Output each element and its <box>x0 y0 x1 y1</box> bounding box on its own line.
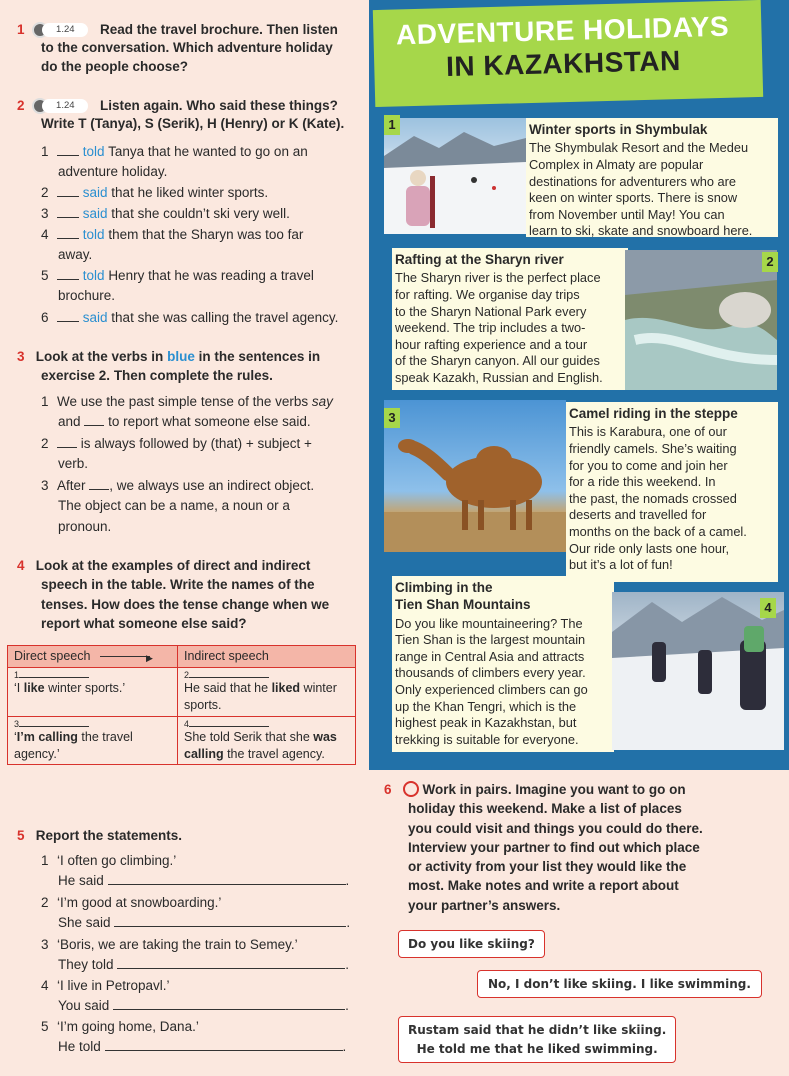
answer-blank[interactable] <box>84 425 104 426</box>
ex2-item-6: 6 said that she was calling the travel agency. <box>41 310 339 325</box>
table-cell: 3 ‘I’m calling the travel agency.’ <box>8 716 178 765</box>
ex2-item-4: 4 told them that the Sharyn was too far away. <box>41 227 304 263</box>
table-header-direct: Direct speech ▶ <box>8 646 178 668</box>
section-winter-sports: Winter sports in Shymbulak The Shymbulak Resort and the Medeu Complex in Almaty are popular destinations for adventurers who are keen on winter sports. There is snow from November until May! You can learn to ski, skate and snowboard here. <box>526 118 778 237</box>
ex5-item-2: 2 ‘I’m good at snowboarding.’ She said . <box>41 895 351 931</box>
section-camel-riding: Camel riding in the steppe This is Karabura, one of our friendly camels. She’s waiting for you to come and join her for a ride this weekend. In the past, the nomads crossed deserts and travelled for months on the back of a camel. Our ride only lasts one hour, but it’s a lot of fun! <box>566 402 778 582</box>
rule-2: 2 is always followed by (that) + subject + verb. <box>41 436 312 472</box>
answer-blank[interactable] <box>57 447 77 448</box>
exercise-6: 6 Work in pairs. Imagine you want to go on holiday this weekend. Make a list of places you could visit and things you could do there. Interview your partner to find out which place or activity from your list they would like the most. Make notes and write a report about your partner’s answers. <box>384 782 703 913</box>
mountain-climbers-photo <box>612 592 784 750</box>
exercise-number: 1 <box>17 22 25 37</box>
speech-bubble-answer: No, I don’t like skiing. I like swimming. <box>477 970 762 998</box>
tense-blank[interactable] <box>189 726 269 727</box>
exercise-2: 2 1.24 Listen again. Who said these things? Write T (Tanya), S (Serik), H (Henry) or K (Kate). <box>17 98 345 132</box>
section-rafting: Rafting at the Sharyn river The Sharyn river is the perfect place for rafting. We organise day trips to the Sharyn National Park every weekend. The trip includes a two- hour rafting experience and a tour of the Sharyn canyon. All our guides speak Kazakh, Russian and English. <box>392 248 628 390</box>
exercise-number: 2 <box>17 98 25 113</box>
ex5-item-4: 4 ‘I live in Petropavl.’ You said . <box>41 978 349 1014</box>
arrow-right-icon: ▶ <box>100 656 150 657</box>
audio-track-badge[interactable]: 1.24 <box>32 21 92 39</box>
ex5-item-1: 1 ‘I often go climbing.’ He said . <box>41 853 350 889</box>
speech-bubble-question: Do you like skiing? <box>398 930 545 958</box>
tense-blank[interactable] <box>19 726 89 727</box>
answer-line[interactable] <box>114 926 346 927</box>
ski-resort-photo <box>384 118 526 234</box>
ex2-item-5: 5 told Henry that he was reading a travel brochure. <box>41 268 314 304</box>
rule-3: 3 After , we always use an indirect object. The object can be a name, a noun or a pronoun. <box>41 478 315 534</box>
table-cell: 1 ‘I like winter sports.’ <box>8 667 178 716</box>
section-number-badge: 4 <box>760 598 776 618</box>
ex5-item-5: 5 ‘I’m going home, Dana.’ He told . <box>41 1019 347 1055</box>
ex2-item-3: 3 said that she couldn’t ski very well. <box>41 206 290 221</box>
exercise-5: 5 Report the statements. <box>17 828 183 843</box>
exercise-4: 4 Look at the examples of direct and indirect speech in the table. Write the names of the tenses. How does the tense change when we report what someone else said? <box>17 558 330 631</box>
tense-blank[interactable] <box>19 677 89 678</box>
globe-icon <box>403 781 419 797</box>
exercise-3: 3 Look at the verbs in blue in the sentences in exercise 2. Then complete the rules. <box>17 349 321 384</box>
answer-line[interactable] <box>108 884 346 885</box>
answer-blank[interactable] <box>57 196 79 197</box>
section-number-badge: 3 <box>384 408 400 428</box>
section-number-badge: 2 <box>762 252 778 272</box>
section-climbing: Climbing in the Tien Shan Mountains Do you like mountaineering? The Tien Shan is the largest mountain range in Central Asia and attracts thousands of climbers every year. Only experienced climbers can go up the Khan Tengri, which is the highest peak in Kazakhstan, but trekking is suitable for everyone. <box>392 576 614 752</box>
answer-blank[interactable] <box>57 217 79 218</box>
speech-bubble-report: Rustam said that he didn’t like skiing. He told me that he liked swimming. <box>398 1016 676 1063</box>
ex2-item-1: 1 told Tanya that he wanted to go on an adventure holiday. <box>41 144 308 180</box>
tense-blank[interactable] <box>189 677 269 678</box>
answer-line[interactable] <box>117 968 345 969</box>
exercise-1: 1 1.24 Read the travel brochure. Then listen to the conversation. Which adventure holiday do the people choose? <box>17 22 338 74</box>
speech-table <box>7 645 356 765</box>
answer-line[interactable] <box>105 1050 343 1051</box>
section-number-badge: 1 <box>384 115 400 135</box>
table-cell: 2 He said that he liked winter sports. <box>178 667 356 716</box>
rule-1: 1 We use the past simple tense of the verbs say and to report what someone else said. <box>41 394 333 430</box>
table-cell: 4 She told Serik that she was calling the travel agency. <box>178 716 356 765</box>
ex2-item-2: 2 said that he liked winter sports. <box>41 185 269 200</box>
answer-line[interactable] <box>113 1009 345 1010</box>
river-photo <box>625 250 777 390</box>
audio-track-badge[interactable]: 1.24 <box>32 97 92 115</box>
answer-blank[interactable] <box>57 279 79 280</box>
ex5-item-3: 3 ‘Boris, we are taking the train to Semey.’ They told . <box>41 937 350 973</box>
answer-blank[interactable] <box>57 238 79 239</box>
answer-blank[interactable] <box>57 321 79 322</box>
camel-photo <box>384 400 566 552</box>
table-header-indirect: Indirect speech <box>178 646 356 668</box>
answer-blank[interactable] <box>57 155 79 156</box>
answer-blank[interactable] <box>89 489 109 490</box>
brochure-title: ADVENTURE HOLIDAYS IN KAZAKHSTAN <box>395 10 730 83</box>
